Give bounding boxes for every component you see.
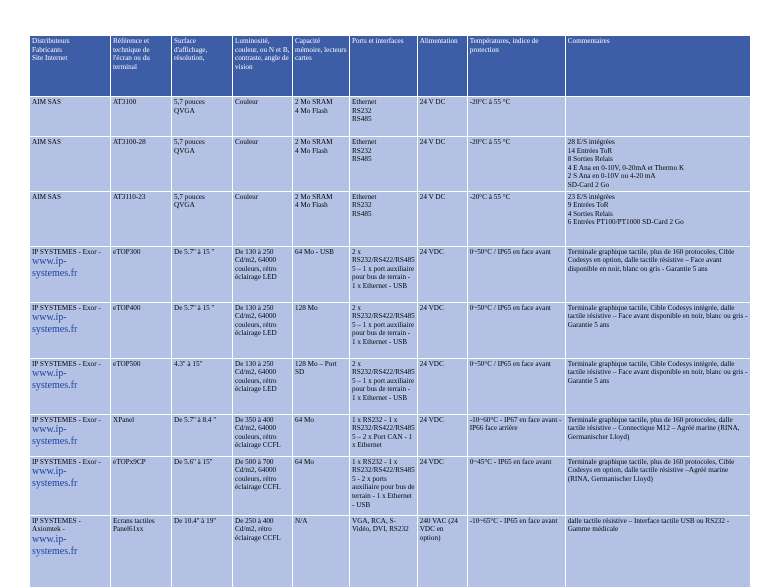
header-comments: Commentaires <box>565 36 750 97</box>
distributor-cell <box>30 358 111 414</box>
surface-cell: De 10.4'' à 19'' <box>172 515 233 587</box>
distributor-name: IP SYSTEMES - Axiomtek - <box>32 516 81 534</box>
luminosity-cell: De 130 à 250 Cd/m2, 64000 couleurs, rétro éclairage LED <box>233 358 293 414</box>
memory-cell: 128 Mo <box>293 302 350 358</box>
header-temperature: Températures, indice de protection <box>467 36 565 97</box>
comments-cell <box>565 97 750 137</box>
reference-cell: eTOPx9CP <box>111 456 172 515</box>
reference-cell: eTOP500 <box>111 358 172 414</box>
table-row <box>30 302 751 358</box>
header-ports: Ports et interfaces <box>350 36 418 97</box>
website-link[interactable]: www.ip-systemes.fr <box>32 424 78 448</box>
comments-cell: 28 E/S intégrées 14 Entrées ToR 8 Sorties Relais 4 E Ana en 0-10V, 0-20mA et Thermo K 2 S Ana en 0-10V ou 4-20 mA SD-Card 2 Go <box>565 137 750 192</box>
products-table <box>29 35 751 588</box>
memory-cell: 2 Mo SRAM 4 Mo Flash <box>293 191 350 246</box>
memory-cell: N/A <box>293 515 350 587</box>
temperature-cell: -10~60°C - IP67 en face avant - IP66 face arrière <box>467 414 565 456</box>
temperature-cell: -20°C à 55 °C <box>467 97 565 137</box>
header-memory: Capacité mémoire, lecteurs cartes <box>293 36 350 97</box>
reference-cell: AT3110-23 <box>111 191 172 246</box>
power-cell: 24 VDC <box>417 246 467 302</box>
power-cell: 240 VAC (24 VDC en option) <box>417 515 467 587</box>
temperature-cell: -20°C à 55 °C <box>467 191 565 246</box>
header-luminosity: Luminosité, couleur, ou N et B, contraste, angle de vision <box>233 36 293 97</box>
temperature-cell: 0~50°C / IP65 en face avant <box>467 358 565 414</box>
distributor-name: AIM SAS <box>32 192 61 201</box>
ports-cell: 2 x RS232/RS422/RS485 5 – 1 x port auxiliaire pour bus de terrain - 1 x Ethernet - USB <box>350 358 418 414</box>
luminosity-cell: De 250 à 400 Cd/m2, rétro éclairage CCFL <box>233 515 293 587</box>
ports-cell: Ethernet RS232 RS485 <box>350 191 418 246</box>
luminosity-cell: De 350 à 400 Cd/m2, 64000 couleurs, rétro éclairage CCFL <box>233 414 293 456</box>
reference-cell: XPanel <box>111 414 172 456</box>
website-link[interactable]: www.ip-systemes.fr <box>32 533 78 557</box>
surface-cell: De 5.7'' à 8.4 '' <box>172 414 233 456</box>
surface-cell: 5,7 pouces QVGA <box>172 191 233 246</box>
comments-cell: Terminale graphique tactile, plus de 160 protocoles, dalle tactile résistive – Connectique M12 – Agréé marine (RINA, Germanischer Lloyd) <box>565 414 750 456</box>
ports-cell: Ethernet RS232 RS485 <box>350 137 418 192</box>
distributor-cell <box>30 246 111 302</box>
surface-cell: 4.3'' à 15'' <box>172 358 233 414</box>
table-row <box>30 191 751 246</box>
header-surface: Surface d'affichage, résolution, <box>172 36 233 97</box>
distributor-cell <box>30 414 111 456</box>
comments-cell: Terminale graphique tactile, plus de 160 protocoles, Cible Codesys en option, dalle tactile résistive –Agréé marine (RINA, Germanischer Lloyd) <box>565 456 750 515</box>
memory-cell: 64 Mo <box>293 456 350 515</box>
reference-cell: AT3100-28 <box>111 137 172 192</box>
comments-cell: Terminale graphique tactile, Cible Codesys intégrée, dalle tactile résistive – Face avant disponible en noir, blanc ou gris - Garantie 5 ans <box>565 358 750 414</box>
reference-cell: eTOP300 <box>111 246 172 302</box>
ports-cell: 2 x RS232/RS422/RS485 5 – 1 x port auxiliaire pour bus de terrain - 1 x Ethernet - USB <box>350 246 418 302</box>
power-cell: 24 V DC <box>417 191 467 246</box>
comments-cell: dalle tactile résistive – Interface tactile USB ou RS232 - Gamme médicale <box>565 515 750 587</box>
power-cell: 24 V DC <box>417 97 467 137</box>
memory-cell: 64 Mo - USB <box>293 246 350 302</box>
power-cell: 24 VDC <box>417 414 467 456</box>
surface-cell: De 5.7'' à 15 '' <box>172 302 233 358</box>
table-row <box>30 358 751 414</box>
distributor-cell <box>30 137 111 192</box>
table-row <box>30 414 751 456</box>
temperature-cell: 0~50°C / IP65 en face avant <box>467 246 565 302</box>
website-link[interactable]: www.ip-systemes.fr <box>32 368 78 392</box>
power-cell: 24 VDC <box>417 456 467 515</box>
distributor-name: IP SYSTEMES - Exor - <box>32 457 101 466</box>
luminosity-cell: De 130 à 250 Cd/m2, 64000 couleurs, rétro éclairage LED <box>233 246 293 302</box>
table-row <box>30 456 751 515</box>
website-link[interactable]: www.ip-systemes.fr <box>32 466 78 490</box>
power-cell: 24 VDC <box>417 358 467 414</box>
distributor-name: IP SYSTEMES - Exor - <box>32 415 101 424</box>
power-cell: 24 V DC <box>417 137 467 192</box>
table-row <box>30 246 751 302</box>
surface-cell: De 5.6'' à 15'' <box>172 456 233 515</box>
reference-cell: eTOP400 <box>111 302 172 358</box>
distributor-name: IP SYSTEMES - Exor - <box>32 303 101 312</box>
distributor-cell <box>30 191 111 246</box>
ports-cell: 2 x RS232/RS422/RS485 5 – 1 x port auxiliaire pour bus de terrain - 1 x Ethernet - USB <box>350 302 418 358</box>
temperature-cell: -20°C à 55 °C <box>467 137 565 192</box>
luminosity-cell: Couleur <box>233 191 293 246</box>
distributor-name: AIM SAS <box>32 98 61 106</box>
luminosity-cell: Couleur <box>233 137 293 192</box>
table-row <box>30 137 751 192</box>
surface-cell: 5,7 pouces QVGA <box>172 97 233 137</box>
luminosity-cell: De 130 à 250 Cd/m2, 64000 couleurs, rétro éclairage LED <box>233 302 293 358</box>
distributor-cell <box>30 456 111 515</box>
temperature-cell: 0~45°C - IP65 en face avant <box>467 456 565 515</box>
luminosity-cell: Couleur <box>233 97 293 137</box>
header-row <box>30 36 751 97</box>
power-cell: 24 VDC <box>417 302 467 358</box>
comments-cell: Terminale graphique tactile, Cible Codesys intégrée, dalle tactile résistive – Face avant disponible en noir, blanc ou gris - Garantie 5 ans <box>565 302 750 358</box>
ports-cell: 1 x RS232 - 1 x RS232/RS422/RS485 5 – 2 x Port CAN - 1 x Ethernet <box>350 414 418 456</box>
memory-cell: 64 Mo <box>293 414 350 456</box>
surface-cell: De 5.7'' à 15 '' <box>172 246 233 302</box>
distributor-cell <box>30 97 111 137</box>
distributor-cell <box>30 515 111 587</box>
memory-cell: 128 Mo – Port SD <box>293 358 350 414</box>
temperature-cell: 0~50°C / IP65 en face avant <box>467 302 565 358</box>
ports-cell: VGA, RCA, S-Vidéo, DVI, RS232 <box>350 515 418 587</box>
comments-cell: 23 E/S intégrées 9 Entrées ToR 4 Sorties Relais 6 Entrées PT100/PT1000 SD-Card 2 Go <box>565 191 750 246</box>
surface-cell: 5,7 pouces QVGA <box>172 137 233 192</box>
distributor-name: IP SYSTEMES - Exor - <box>32 359 101 368</box>
comments-cell: Terminale graphique tactile, plus de 160 protocoles, Cible Codesys en option, dalle tactile résistive – Face avant disponible en noir, blanc ou gris - Garantie 5 ans <box>565 246 750 302</box>
distributor-name: IP SYSTEMES - Exor - <box>32 247 101 256</box>
memory-cell: 2 Mo SRAM 4 Mo Flash <box>293 97 350 137</box>
header-distributor: Distributeurs Fabricants Site Internet <box>30 36 111 97</box>
website-link[interactable]: www.ip-systemes.fr <box>32 256 78 280</box>
header-power: Alimentation <box>417 36 467 97</box>
ports-cell: 1 x RS232 - 1 x RS232/RS422/RS485 5 - 2 x ports auxiliaire pour bus de terrain - 1 x Ethernet - USB <box>350 456 418 515</box>
luminosity-cell: De 500 à 700 Cd/m2, 64000 couleurs, rétro éclairage CCFL <box>233 456 293 515</box>
ports-cell: Ethernet RS232 RS485 <box>350 97 418 137</box>
website-link[interactable]: www.ip-systemes.fr <box>32 312 78 336</box>
header-reference: Référence et technique de l'écran ou du terminal <box>111 36 172 97</box>
table-row <box>30 515 751 587</box>
temperature-cell: -10~65°C - IP65 en face avant <box>467 515 565 587</box>
reference-cell: Ecrans tactiles Panel61xx <box>111 515 172 587</box>
reference-cell: AT3100 <box>111 97 172 137</box>
distributor-cell <box>30 302 111 358</box>
table-row <box>30 97 751 137</box>
distributor-name: AIM SAS <box>32 138 61 146</box>
memory-cell: 2 Mo SRAM 4 Mo Flash <box>293 137 350 192</box>
